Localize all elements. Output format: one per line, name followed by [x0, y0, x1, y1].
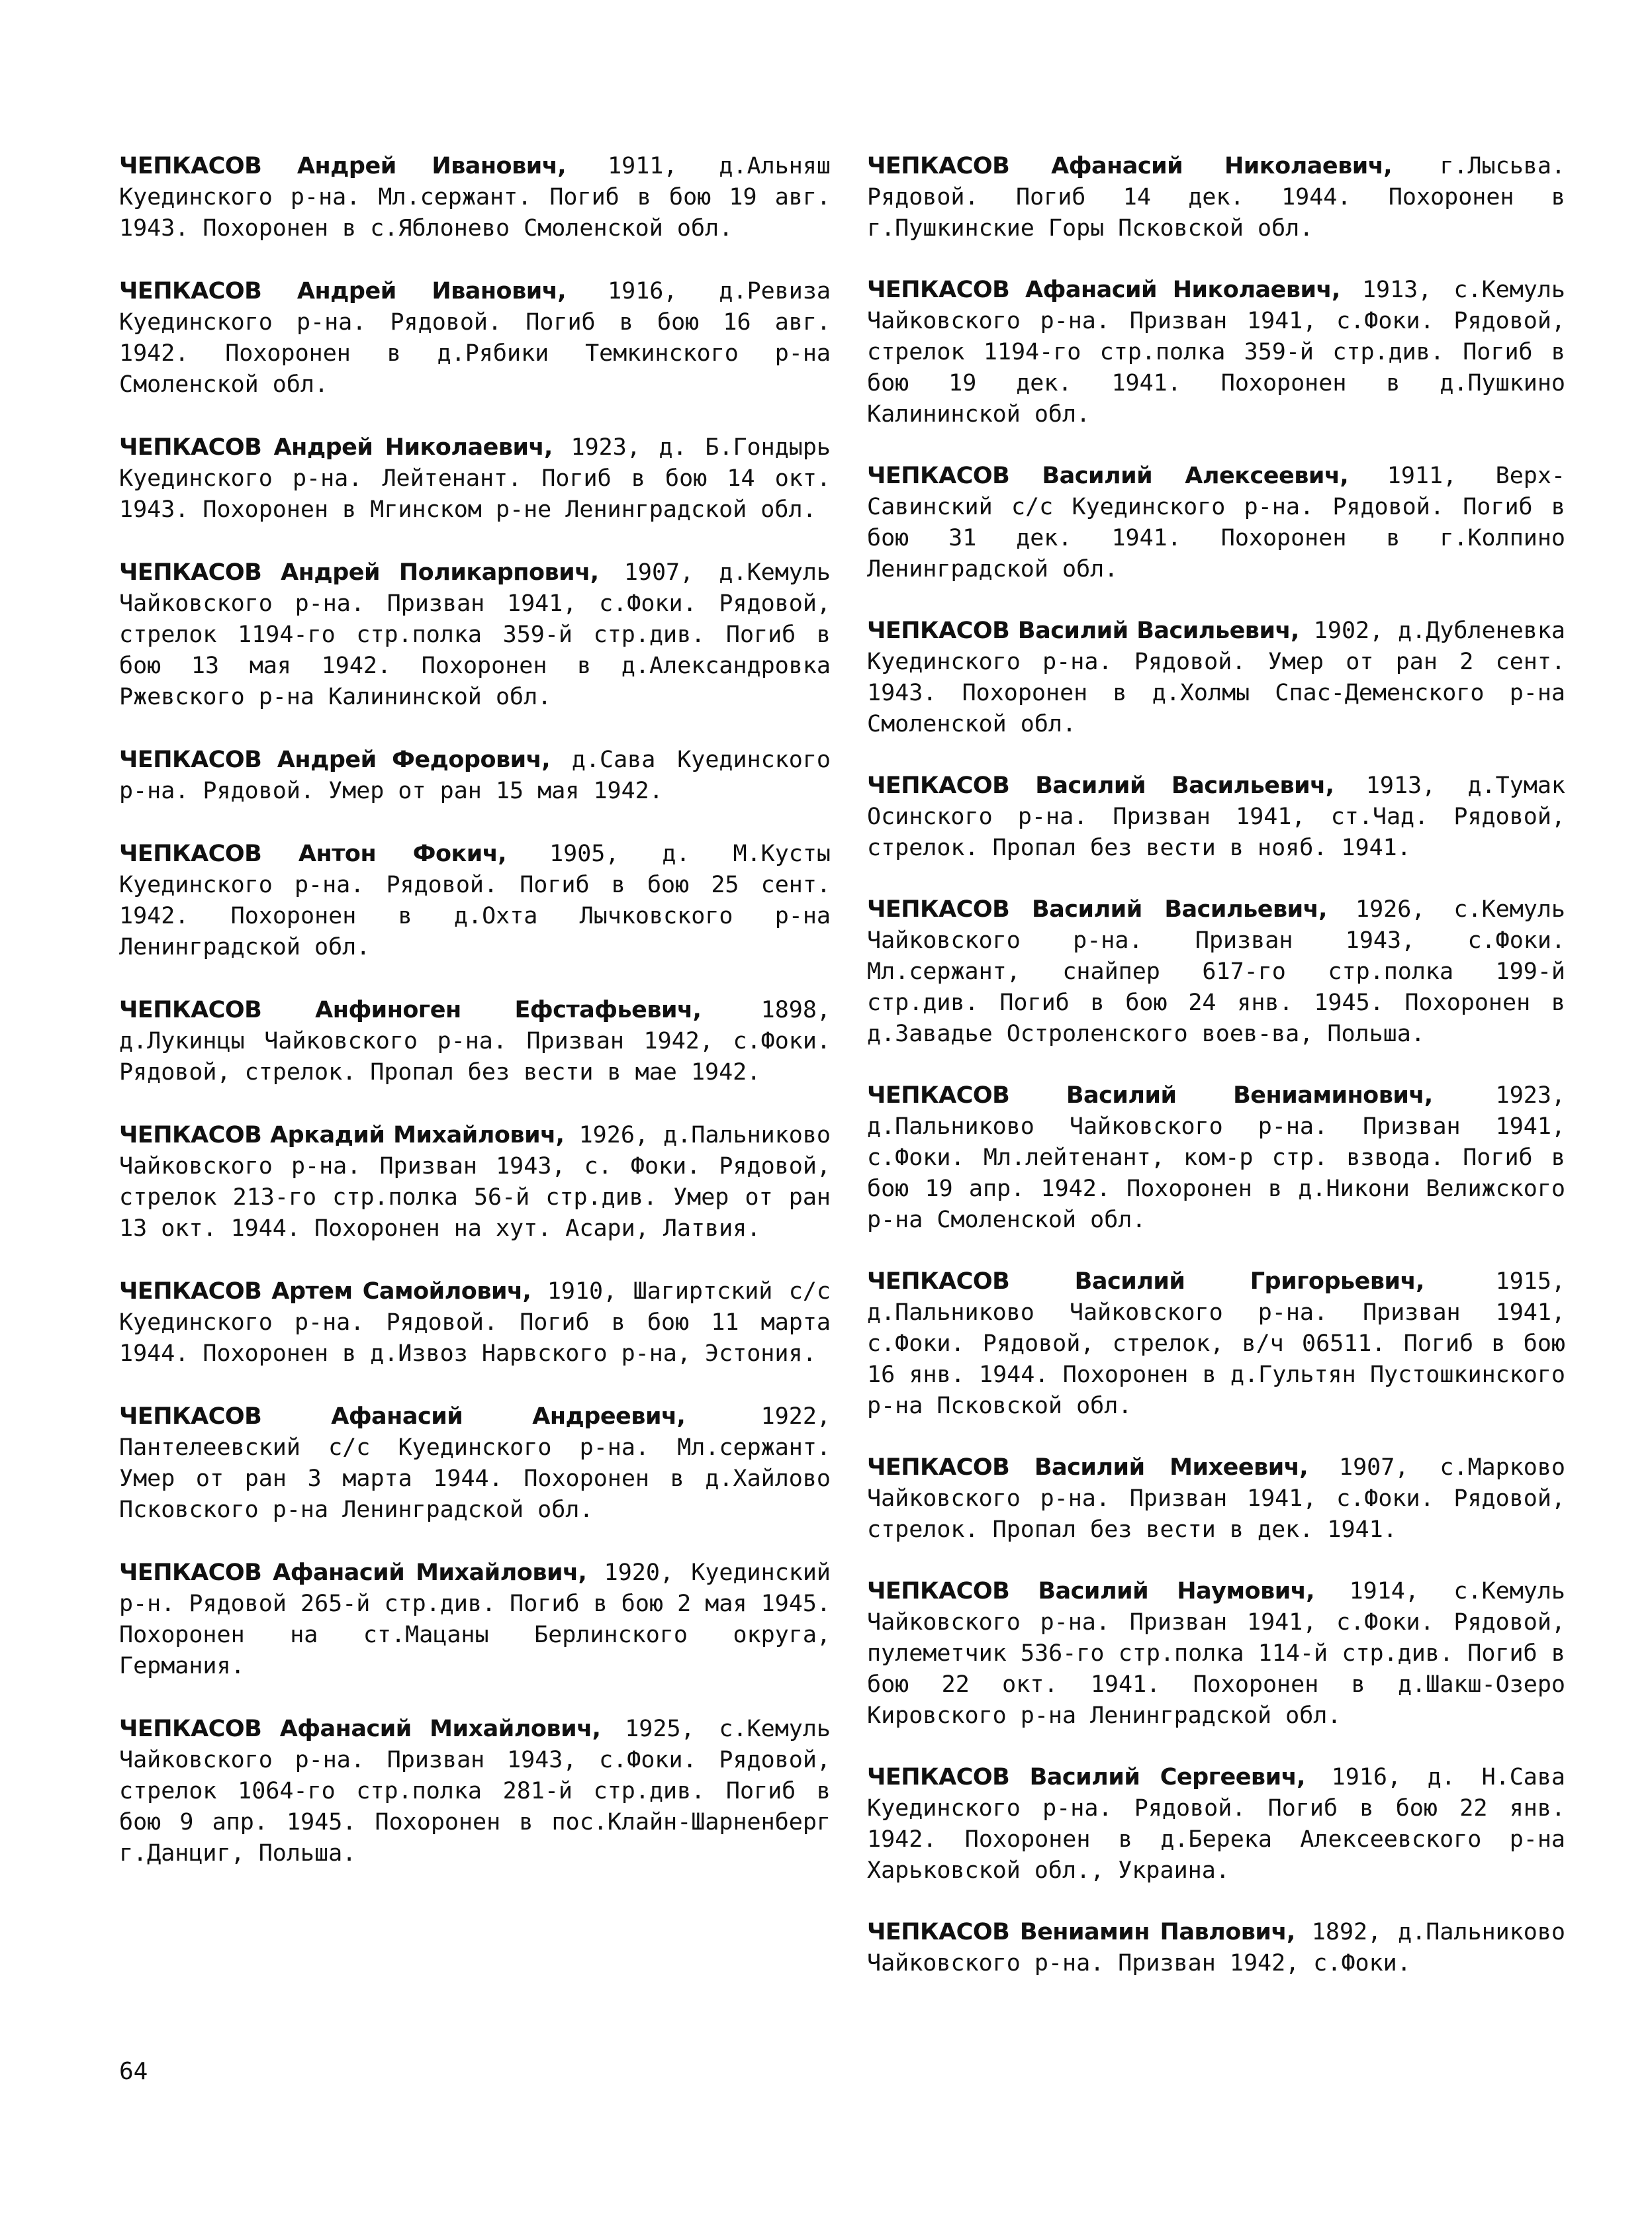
entry-text: 1916, д. Н.Сава Куединского р-на. Рядовой. Погиб в бою 22 янв. 1942. Похоронен в д.Берека Алексеевского р-на Харьковской обл., Украина. — [867, 1764, 1566, 1884]
entry — [119, 1120, 831, 1244]
entry-name: ЧЕПКАСОВ Афанасий Михайлович, — [119, 1559, 587, 1586]
entry-text: 1907, с.Марково Чайковского р-на. Призван 1941, с.Фоки. Рядовой, стрелок. Пропал без вести в дек. 1941. — [867, 1454, 1565, 1543]
entry-text: 1907, д.Кемуль Чайковского р-на. Призван 1941, с.Фоки. Рядовой, стрелок 1194-го стр.полка 359-й стр.див. Погиб в бою 13 мая 1942. Похоронен в д.Александровка Ржевского р-на Калининской обл. — [119, 559, 831, 710]
entry-text: 1913, с.Кемуль Чайковского р-на. Призван 1941, с.Фоки. Рядовой, стрелок 1194-го стр.полка 359-й стр.див. Погиб в бою 19 дек. 1941. Похоронен в д.Пушкино Калининской обл. — [867, 277, 1565, 428]
entry-text: 1911, Верх-Савинский с/с Куединского р-на. Рядовой. Погиб в бою 31 дек. 1941. Похоронен в г.Колпино Ленинградской обл. — [867, 463, 1565, 582]
entry-name: ЧЕПКАСОВ Василий Сергеевич, — [867, 1764, 1305, 1790]
entry — [867, 461, 1565, 585]
entry — [867, 1576, 1565, 1732]
left-column — [119, 151, 831, 1869]
entry — [867, 151, 1565, 244]
entry — [867, 770, 1565, 864]
entry — [119, 1558, 831, 1682]
entry-text: 1898, д.Лукинцы Чайковского р-на. Призван 1942, с.Фоки. Рядовой, стрелок. Пропал без вести в мае 1942. — [119, 997, 831, 1086]
entry-text: 1911, д.Альняш Куединского р-на. Мл.сержант. Погиб в бою 19 авг. 1943. Похоронен в с.Яблонево Смоленской обл. — [119, 153, 831, 242]
entry — [867, 1917, 1565, 1979]
entry — [119, 745, 831, 807]
entry — [867, 1762, 1565, 1886]
entry — [867, 894, 1565, 1050]
entry-name: ЧЕПКАСОВ Андрей Иванович, — [119, 153, 567, 179]
entry-name: ЧЕПКАСОВ Василий Алексеевич, — [867, 463, 1349, 489]
entry-text: 1905, д. М.Кусты Куединского р-на. Рядовой. Погиб в бою 25 сент. 1942. Похоронен в д.Охта Лычковского р-на Ленинградской обл. — [119, 841, 831, 960]
entry-name: ЧЕПКАСОВ Андрей Федорович, — [119, 747, 550, 773]
entry — [119, 557, 831, 713]
entry-name: ЧЕПКАСОВ Афанасий Андреевич, — [119, 1403, 686, 1430]
entry-text: 1926, с.Кемуль Чайковского р-на. Призван 1943, с.Фоки. Мл.сержант, снайпер 617-го стр.полка 199-й стр.див. Погиб в бою 24 янв. 1945. Похоронен в д.Завадье Остроленского воев-ва, Польша. — [867, 896, 1566, 1047]
entry-name: ЧЕПКАСОВ Василий Васильевич, — [867, 618, 1299, 644]
entry-name: ЧЕПКАСОВ Василий Васильевич, — [867, 896, 1327, 923]
entry — [867, 1452, 1565, 1546]
entry — [119, 1276, 831, 1370]
entry-text: 1925, с.Кемуль Чайковского р-на. Призван 1943, с.Фоки. Рядовой, стрелок 1064-го стр.полка 281-й стр.див. Погиб в бою 9 апр. 1945. Похоронен в пос.Клайн-Шарненберг г.Данциг, Польша. — [119, 1716, 831, 1867]
entry-name: ЧЕПКАСОВ Афанасий Михайлович, — [119, 1716, 601, 1742]
page-number: 64 — [119, 2058, 148, 2085]
entry-name: ЧЕПКАСОВ Василий Наумович, — [867, 1578, 1315, 1604]
entry-text: 1913, д.Тумак Осинского р-на. Призван 1941, ст.Чад. Рядовой, стрелок. Пропал без вести в нояб. 1941. — [867, 772, 1565, 861]
entry-text: 1926, д.Пальниково Чайковского р-на. Призван 1943, с. Фоки. Рядовой, стрелок 213-го стр.полка 56-й стр.див. Умер от ран 13 окт. 1944. Похоронен на хут. Асари, Латвия. — [119, 1122, 831, 1242]
entry-name: ЧЕПКАСОВ Афанасий Николаевич, — [867, 153, 1393, 179]
entry — [867, 275, 1565, 430]
entry-name: ЧЕПКАСОВ Андрей Иванович, — [119, 278, 567, 304]
entry — [119, 276, 831, 400]
entry — [119, 995, 831, 1088]
entry — [119, 1401, 831, 1526]
entry-name: ЧЕПКАСОВ Артем Самойлович, — [119, 1278, 531, 1305]
entry-text: 1910, Шагиртский с/с Куединского р-на. Рядовой. Погиб в бою 11 марта 1944. Похоронен в д.Извоз Нарвского р-на, Эстония. — [119, 1278, 831, 1367]
entry-text: г.Лысьва. Рядовой. Погиб 14 дек. 1944. Похоронен в г.Пушкинские Горы Псковской обл. — [867, 153, 1565, 242]
entry-text: 1915, д.Пальниково Чайковского р-на. Призван 1941, с.Фоки. Рядовой, стрелок, в/ч 06511. Погиб в бою 16 янв. 1944. Похоронен в д.Гультян Пустошкинского р-на Псковской обл. — [867, 1268, 1565, 1419]
entry-name: ЧЕПКАСОВ Василий Вениаминович, — [867, 1082, 1433, 1109]
entry-name: ЧЕПКАСОВ Антон Фокич, — [119, 841, 507, 867]
entry-name: ЧЕПКАСОВ Вениамин Павлович, — [867, 1919, 1295, 1945]
entry-name: ЧЕПКАСОВ Андрей Поликарпович, — [119, 559, 599, 586]
entry-name: ЧЕПКАСОВ Андрей Николаевич, — [119, 434, 553, 461]
entry — [119, 151, 831, 244]
entry — [119, 1714, 831, 1869]
entry — [119, 432, 831, 526]
entry — [119, 839, 831, 963]
entry-name: ЧЕПКАСОВ Аркадий Михайлович, — [119, 1122, 565, 1148]
entry-text: 1920, Куединский р-н. Рядовой 265-й стр.див. Погиб в бою 2 мая 1945. Похоронен на ст.Мацаны Берлинского округа, Германия. — [119, 1559, 831, 1679]
entry-name: ЧЕПКАСОВ Василий Григорьевич, — [867, 1268, 1424, 1295]
entry-text: 1922, Пантелеевский с/с Куединского р-на. Мл.сержант. Умер от ран 3 марта 1944. Похоронен в д.Хайлово Псковского р-на Ленинградской обл. — [119, 1403, 831, 1523]
entry-text: 1916, д.Ревиза Куединского р-на. Рядовой. Погиб в бою 16 авг. 1942. Похоронен в д.Рябики Темкинского р-на Смоленской обл. — [119, 278, 831, 398]
entry-name: ЧЕПКАСОВ Анфиноген Ефстафьевич, — [119, 997, 702, 1023]
entry — [867, 1266, 1565, 1422]
entry-text: 1892, д.Пальниково Чайковского р-на. Призван 1942, с.Фоки. — [867, 1919, 1566, 1976]
entry-name: ЧЕПКАСОВ Василий Михеевич, — [867, 1454, 1308, 1481]
entry — [867, 1080, 1565, 1236]
entry-text: д.Сава Куединского р-на. Рядовой. Умер от ран 15 мая 1942. — [119, 747, 831, 804]
right-column — [867, 151, 1565, 1979]
entry-text: 1902, д.Дубленевка Куединского р-на. Рядовой. Умер от ран 2 сент. 1943. Похоронен в д.Холмы Спас-Деменского р-на Смоленской обл. — [867, 618, 1565, 737]
entry-name: ЧЕПКАСОВ Василий Васильевич, — [867, 772, 1334, 799]
entry — [867, 616, 1565, 740]
entry-name: ЧЕПКАСОВ Афанасий Николаевич, — [867, 277, 1340, 303]
entry-text: 1923, д. Б.Гондырь Куединского р-на. Лейтенант. Погиб в бою 14 окт. 1943. Похоронен в Мгинском р-не Ленинградской обл. — [119, 434, 831, 523]
entry-text: 1923, д.Пальниково Чайковского р-на. Призван 1941, с.Фоки. Мл.лейтенант, ком-р стр. взвода. Погиб в бою 19 апр. 1942. Похоронен в д.Никони Велижского р-на Смоленской обл. — [867, 1082, 1565, 1233]
entry-text: 1914, с.Кемуль Чайковского р-на. Призван 1941, с.Фоки. Рядовой, пулеметчик 536-го стр.полка 114-й стр.див. Погиб в бою 22 окт. 1941. Похоронен в д.Шакш-Озеро Кировского р-на Ленинградской обл. — [867, 1578, 1566, 1729]
